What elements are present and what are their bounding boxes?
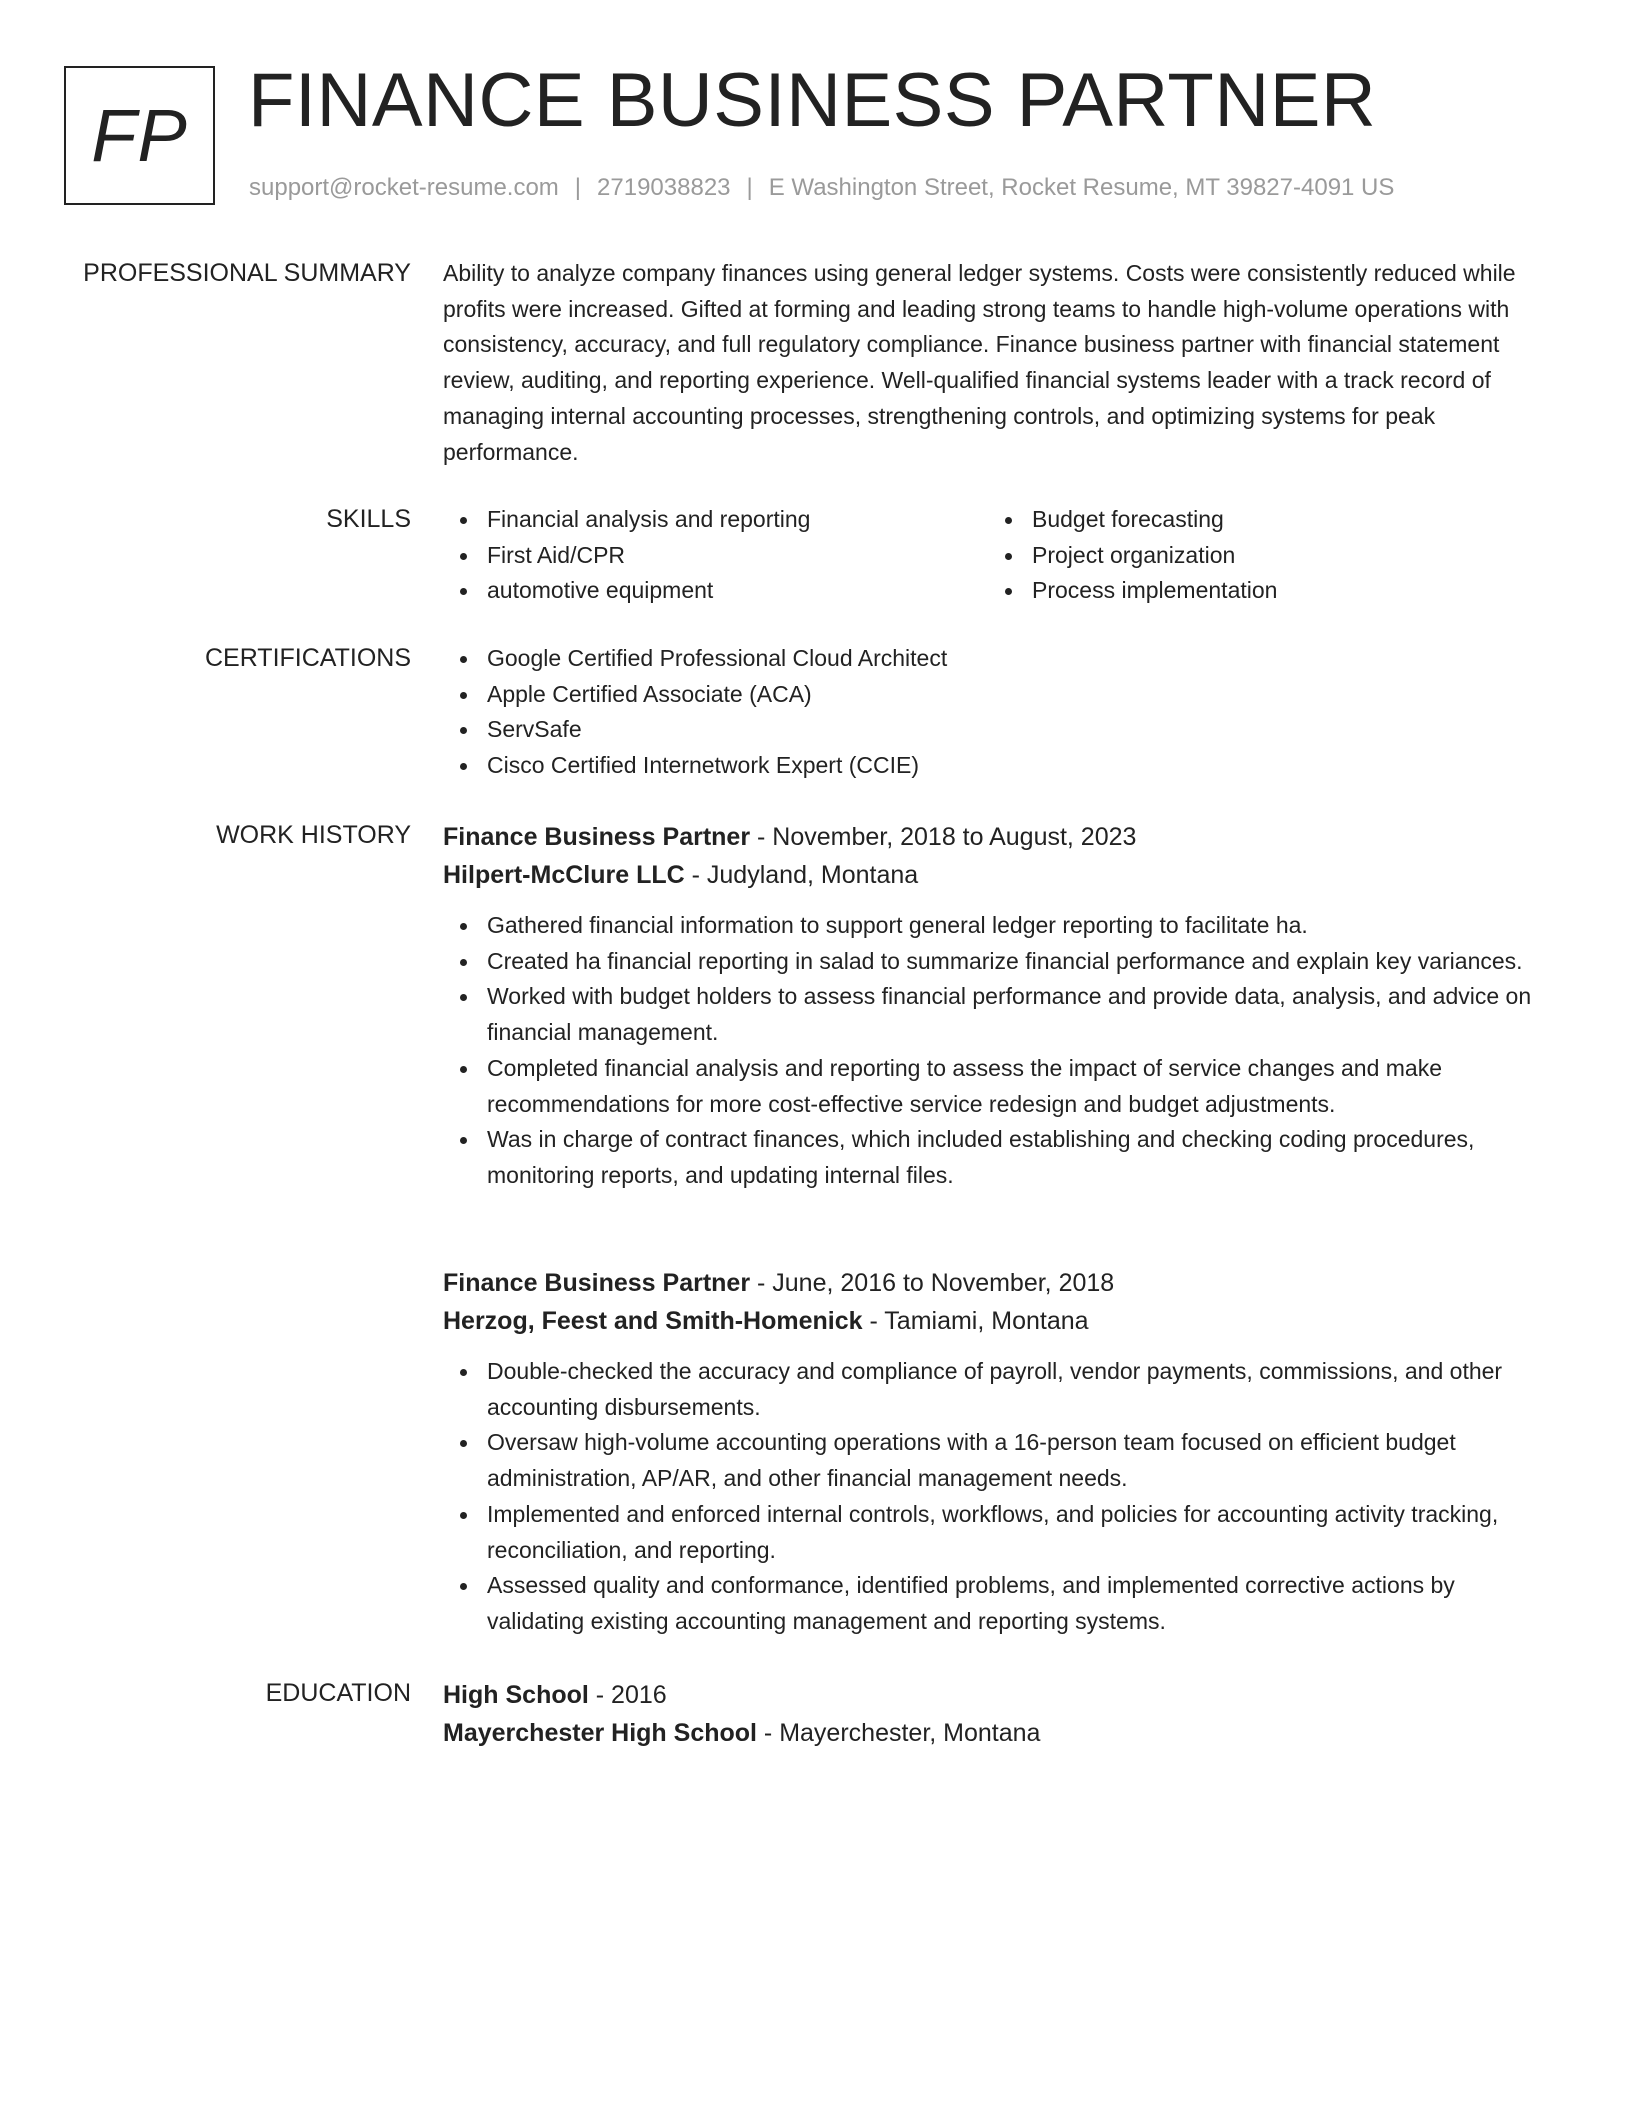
job-company-line: [443, 1302, 1548, 1340]
job-company: Herzog, Feest and Smith-Homenick: [443, 1307, 863, 1335]
monogram-logo: FP: [64, 66, 215, 205]
job-bullet: Worked with budget holders to assess financial performance and provide data, analysis, and advice on financial management.: [443, 979, 1548, 1050]
skills-list: [443, 502, 1548, 609]
resume-title: FINANCE BUSINESS PARTNER: [248, 58, 1377, 143]
skills-heading: SKILLS: [326, 505, 411, 533]
job-title-line: [443, 818, 1548, 856]
degree: High School: [443, 1681, 589, 1709]
contact-separator: |: [574, 174, 582, 201]
skill-item: Budget forecasting: [988, 502, 1533, 538]
job-company-line: [443, 856, 1548, 894]
education-body: [443, 1676, 1548, 1752]
skill-item: First Aid/CPR: [443, 538, 988, 574]
school-name: Mayerchester High School: [443, 1719, 757, 1747]
skill-item: Financial analysis and reporting: [443, 502, 988, 538]
contact-phone[interactable]: 2719038823: [597, 174, 731, 201]
job-entry: [443, 818, 1548, 1194]
job-bullets: [443, 908, 1548, 1194]
job-title: Finance Business Partner: [443, 823, 751, 851]
work-history-heading: WORK HISTORY: [216, 821, 411, 849]
skill-item: Project organization: [988, 538, 1533, 574]
skills-column-right: [988, 502, 1533, 609]
job-bullet: Gathered financial information to support general ledger reporting to facilitate ha.: [443, 908, 1548, 944]
certification-item: Google Certified Professional Cloud Architect: [443, 641, 1548, 677]
certifications-heading: CERTIFICATIONS: [204, 644, 411, 672]
contact-email[interactable]: support@rocket-resume.com: [249, 174, 559, 201]
job-title: Finance Business Partner: [443, 1269, 751, 1297]
school-line: [443, 1714, 1548, 1752]
certification-item: Apple Certified Associate (ACA): [443, 677, 1548, 713]
job-bullet: Assessed quality and conformance, identified problems, and implemented corrective actions by validating existing accounting management and reporting systems.: [443, 1568, 1548, 1639]
job-location: - Tamiami, Montana: [862, 1307, 1089, 1335]
contact-address: E Washington Street, Rocket Resume, MT 39827-4091 US: [768, 174, 1395, 201]
contact-line: [249, 173, 1394, 203]
summary-heading: PROFESSIONAL SUMMARY: [83, 259, 411, 287]
job-location: - Judyland, Montana: [684, 861, 919, 889]
skills-column-left: [443, 502, 988, 609]
job-company: Hilpert-McClure LLC: [443, 861, 685, 889]
degree-year: - 2016: [588, 1681, 667, 1709]
contact-separator: |: [746, 174, 753, 201]
certification-item: Cisco Certified Internetwork Expert (CCIE): [443, 748, 1548, 784]
job-dates: - November, 2018 to August, 2023: [750, 823, 1137, 851]
job-entry: [443, 1264, 1548, 1640]
summary-text: Ability to analyze company finances using general ledger systems. Costs were consistently reduced while profits were increased. Gifted at forming and leading strong teams to handle high-volume operations with consistency, accuracy, and full regulatory compliance. Finance business partner with financial statement review, auditing, and reporting experience. Well-qualified financial systems leader with a track record of managing internal accounting processes, strengthening controls, and optimizing systems for peak performance.: [443, 260, 1516, 465]
job-dates: - June, 2016 to November, 2018: [750, 1269, 1115, 1297]
certification-item: ServSafe: [443, 712, 1548, 748]
skill-item: Process implementation: [988, 573, 1533, 609]
job-bullet: Was in charge of contract finances, which included establishing and checking coding procedures, monitoring reports, and updating internal files.: [443, 1122, 1548, 1193]
job-bullet: Implemented and enforced internal controls, workflows, and policies for accounting activity tracking, reconciliation, and reporting.: [443, 1497, 1548, 1568]
skill-item: automotive equipment: [443, 573, 988, 609]
job-bullet: Completed financial analysis and reporting to assess the impact of service changes and make recommendations for more cost-effective service redesign and budget adjustments.: [443, 1051, 1548, 1122]
certifications-body: [443, 641, 1548, 784]
summary-body: [443, 256, 1548, 470]
job-bullet: Double-checked the accuracy and compliance of payroll, vendor payments, commissions, and other accounting disbursements.: [443, 1354, 1548, 1425]
degree-line: [443, 1676, 1548, 1714]
school-location: - Mayerchester, Montana: [756, 1719, 1041, 1747]
education-heading: EDUCATION: [265, 1679, 411, 1707]
job-bullets: [443, 1354, 1548, 1640]
job-bullet: Oversaw high-volume accounting operations with a 16-person team focused on efficient budget administration, AP/AR, and other financial management needs.: [443, 1425, 1548, 1496]
job-bullet: Created ha financial reporting in salad to summarize financial performance and explain key variances.: [443, 944, 1548, 980]
job-title-line: [443, 1264, 1548, 1302]
